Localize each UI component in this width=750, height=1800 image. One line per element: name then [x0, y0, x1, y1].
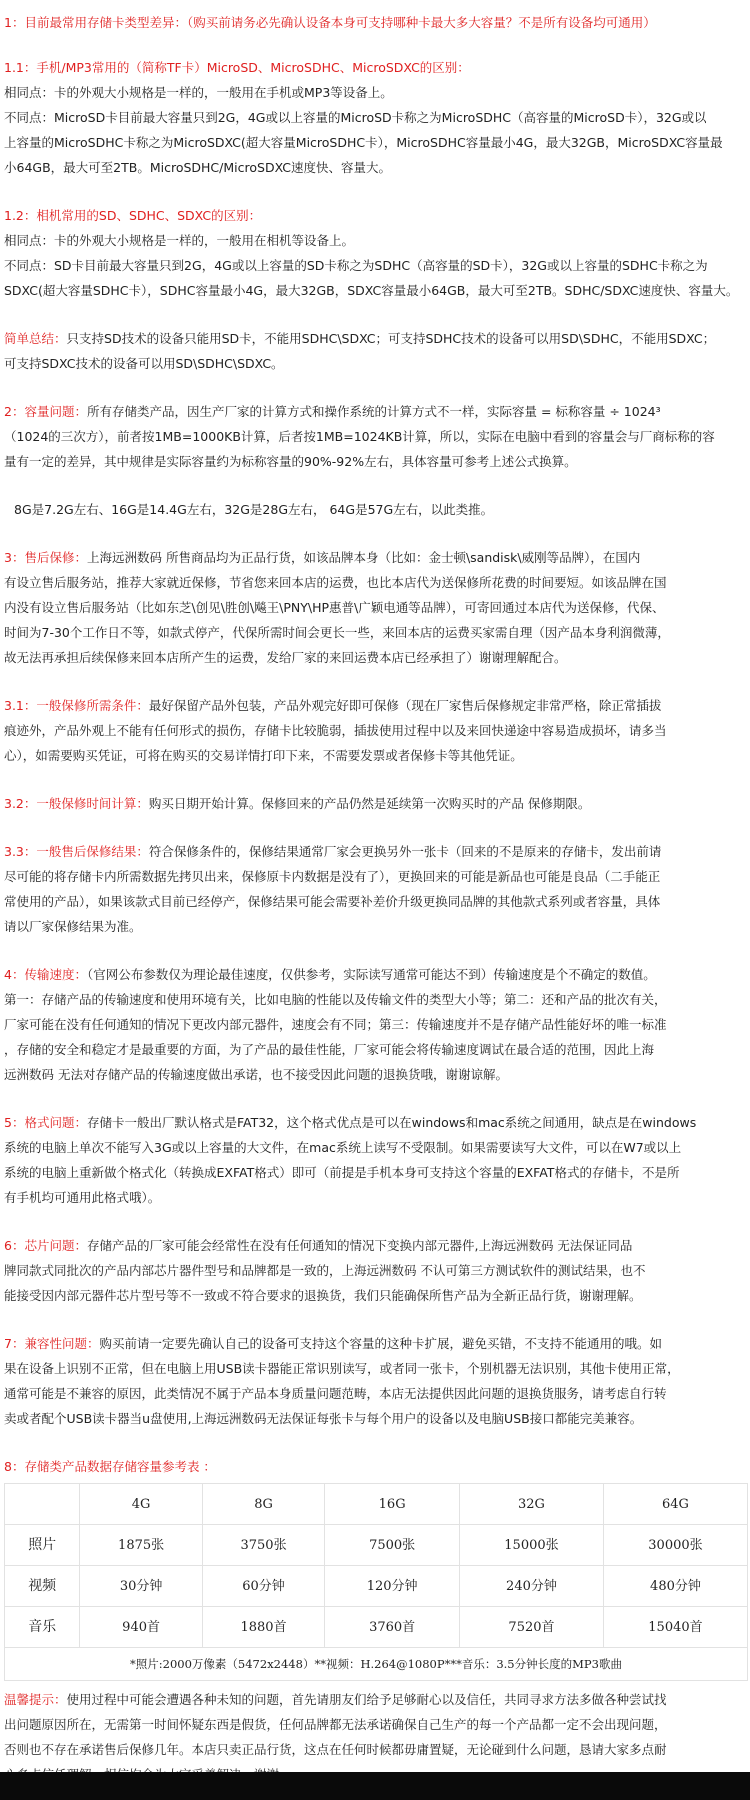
text-line: 时间为7-30个工作日不等，如款式停产，代保所需时间会更长一些，来回本店的运费买家需自理（因产品本身利润微薄，	[4, 625, 670, 640]
table-note: *照片:2000万像素（5472x2448）**视频：H.264@1080P***音乐：3.5分钟长度的MP3歌曲	[5, 1648, 748, 1681]
page-title: 1：目前最常用存储卡类型差异：（购买前请务必先确认设备本身可支持哪种卡最大多大容量？不是所有设备均可通用）	[4, 15, 656, 30]
table-cell: 120分钟	[325, 1566, 460, 1607]
text-line	[4, 839, 746, 864]
text-line	[4, 1331, 746, 1356]
table-cell: 480分钟	[603, 1566, 747, 1607]
table-cell: 1880首	[202, 1607, 324, 1648]
section-capacity	[4, 399, 746, 474]
text-span: 存储产品的厂家可能会经常性在没有任何通知的情况下变换内部元器件,上海远洲数码 无法保证同品	[86, 1238, 633, 1253]
text-line: 系统的电脑上重新做个格式化（转换成EXFAT格式）即可（前提是手机本身可支持这个容量的EXFAT格式的存储卡，不是所	[4, 1165, 680, 1180]
table-cell: 7520首	[460, 1607, 604, 1648]
table-row	[5, 1566, 748, 1607]
text-span: 最好保留产品外包装，产品外观完好即可保修（现在厂家售后保修规定非常严格，除正常插拔	[148, 698, 662, 713]
table-cell: 15040首	[603, 1607, 747, 1648]
bottom-bar	[0, 1772, 750, 1800]
text-line: 系统的电脑上单次不能写入3G或以上容量的大文件，在mac系统上读写不受限制。如果需要读写大文件，可以在W7或以上	[4, 1140, 682, 1155]
text-line	[4, 326, 746, 351]
section-format	[4, 1110, 746, 1210]
text-line: 可支持SDXC技术的设备可以用SD\SDHC\SDXC。	[4, 356, 284, 371]
text-line	[4, 962, 746, 987]
text-line: 小64GB，最大可至2TB。MicroSDHC/MicroSDXC速度快、容量大。	[4, 160, 391, 175]
text-line: 有设立售后服务站，推荐大家就近保修，节省您来回本店的运费，也比本店代为送保修所花费的时间要短。如该品牌在国	[4, 575, 667, 590]
section-after-sales	[4, 545, 746, 670]
capacity-table	[4, 1483, 748, 1681]
section-compatibility	[4, 1331, 746, 1431]
capacity-example	[4, 497, 746, 522]
section-label: 3.1：一般保修所需条件：	[4, 698, 149, 713]
table-cell: 30000张	[603, 1525, 747, 1566]
text-line	[4, 399, 746, 424]
section-warranty-result	[4, 839, 746, 939]
text-line: 请以厂家保修结果为准。	[4, 919, 142, 934]
section-label: 2：容量问题：	[4, 404, 87, 419]
table-cell: 940首	[80, 1607, 202, 1648]
text-line: 尽可能的将存储卡内所需数据先拷贝出来，保修原卡内数据是没有了），更换回来的可能是新品也可能是良品（二手能正	[4, 869, 661, 884]
text-line	[4, 545, 746, 570]
table-header-cell	[5, 1484, 80, 1525]
section-label: 简单总结：	[4, 331, 67, 346]
text-line: 不同点：MicroSD卡目前最大容量只到2G，4G或以上容量的MicroSD卡称之为MicroSDHC（高容量的MicroSD卡），32G或以	[4, 110, 707, 125]
section-label: 3.3：一般售后保修结果：	[4, 844, 149, 859]
table-row	[5, 1607, 748, 1648]
table-row	[5, 1525, 748, 1566]
text-line: 上容量的MicroSDHC卡称之为MicroSDXC(超大容量MicroSDHC卡），MicroSDHC容量最小4G，最大32GB，MicroSDXC容量最	[4, 135, 723, 150]
text-line: 痕迹外，产品外观上不能有任何形式的损伤，存储卡比较脆弱，插拔使用过程中以及来回快递途中容易造成损坏，请多当	[4, 723, 667, 738]
text-line: 常使用的产品），如果该款式目前已经停产，保修结果可能会需要补差价升级更换同品牌的其他款式系列或者容量，具体	[4, 894, 661, 909]
text-line: 内没有设立售后服务站（比如东芝\创见\胜创\飚王\PNY\HP惠普\广颖电通等品牌），可寄回通过本店代为送保修，代保、	[4, 600, 665, 615]
table-header-cell: 8G	[202, 1484, 324, 1525]
text-line: 出问题原因所在，无需第一时间怀疑东西是假货，任何品牌都无法承诺确保自己生产的每一个产品都一定不会出现问题，	[4, 1717, 667, 1732]
section-sd	[4, 203, 746, 303]
text-line	[4, 693, 746, 718]
table-cell: 60分钟	[202, 1566, 324, 1607]
table-header-cell: 64G	[603, 1484, 747, 1525]
text-span: 存储卡一般出厂默认格式是FAT32，这个格式优点是可以在windows和mac系统之间通用，缺点是在windows	[86, 1115, 697, 1130]
text-line: （1024的三次方），前者按1MB=1000KB计算，后者按1MB=1024KB计算，所以，实际在电脑中看到的容量会与厂商标称的容	[4, 429, 715, 444]
text-line: 第一：存储产品的传输速度和使用环境有关，比如电脑的性能以及传输文件的类型大小等；第二：还和产品的批次有关，	[4, 992, 667, 1007]
table-row-label: 照片	[5, 1525, 80, 1566]
text-line: SDXC(超大容量SDHC卡），SDHC容量最小4G，最大32GB，SDXC容量最小64GB，最大可至2TB。SDHC/SDXC速度快、容量大。	[4, 283, 739, 298]
section-capacity-table	[4, 1454, 746, 1681]
text-line: 牌同款式同批次的产品内部芯片器件型号和品牌都是一致的，上海远洲数码 不认可第三方测试软件的测试结果，也不	[4, 1263, 646, 1278]
text-span: 使用过程中可能会遭遇各种未知的问题，首先请朋友们给予足够耐心以及信任，共同寻求方法多做各种尝试找	[66, 1692, 667, 1707]
table-cell: 3760首	[325, 1607, 460, 1648]
text-line: 量有一定的差异，其中规律是实际容量约为标称容量的90%-92%左右，具体容量可参考上述公式换算。	[4, 454, 577, 469]
text-span: （官网公布参数仅为理论最佳速度，仅供参考，实际读写通常可能达不到）传输速度是个不确定的数值。	[86, 967, 656, 982]
table-cell: 15000张	[460, 1525, 604, 1566]
text-span: 符合保修条件的，保修结果通常厂家会更换另外一张卡（回来的不是原来的存储卡，发出前请	[148, 844, 662, 859]
section-label: 7：兼容性问题：	[4, 1336, 100, 1351]
section-label: 4：传输速度：	[4, 967, 87, 982]
table-header-cell: 4G	[80, 1484, 202, 1525]
section-summary	[4, 326, 746, 376]
text-line: 相同点：卡的外观大小规格是一样的，一般用在手机或MP3等设备上。	[4, 85, 393, 100]
table-header-row	[5, 1484, 748, 1525]
text-line: 厂家可能在没有任何通知的情况下更改内部元器件，速度会有不同；第三：传输速度并不是存储产品性能好坏的唯一标准	[4, 1017, 667, 1032]
text-line	[4, 791, 746, 816]
section-warranty-period	[4, 791, 746, 816]
table-row-label: 音乐	[5, 1607, 80, 1648]
text-line: 心），如需要购买凭证，可将在购买的交易详情打印下来，不需要发票或者保修卡等其他凭证。	[4, 748, 523, 763]
text-line: 远洲数码 无法对存储产品的传输速度做出承诺，也不接受因此问题的退换货哦，谢谢谅解。	[4, 1067, 508, 1082]
text-line	[4, 1233, 746, 1258]
section-label: 3.2：一般保修时间计算：	[4, 796, 149, 811]
section-microsd	[4, 55, 746, 180]
table-note-row	[5, 1648, 748, 1681]
text-span: 上海远洲数码 所售商品均为正品行货，如该品牌本身（比如：金士顿\sandisk\威刚等品牌），在国内	[86, 550, 641, 565]
text-line	[4, 1110, 746, 1135]
text-line: 故无法再承担后续保修来回本店所产生的运费，发给厂家的来回运费本店已经承担了）谢谢理解配合。	[4, 650, 567, 665]
text-line: ，存储的安全和稳定才是最重要的方面，为了产品的最佳性能，厂家可能会将传输速度调试在最合适的范围，因此上海	[4, 1042, 655, 1057]
text-span: 购买日期开始计算。保修回来的产品仍然是延续第一次购买时的产品 保修期限。	[148, 796, 591, 811]
text-line: 能接受因内部元器件芯片型号等不一致或不符合要求的退换货，我们只能确保所售产品为全新正品行货，谢谢理解。	[4, 1288, 642, 1303]
text-line: 8G是7.2G左右、16G是14.4G左右，32G是28G左右， 64G是57G左右，以此类推。	[14, 502, 494, 517]
text-line: 否则也不存在承诺售后保修几年。本店只卖正品行货，这点在任何时候都毋庸置疑，无论碰到什么问题，恳请大家多点耐	[4, 1742, 667, 1757]
table-row-label: 视频	[5, 1566, 80, 1607]
text-span: 购买前请一定要先确认自己的设备可支持这个容量的这种卡扩展，避免买错，不支持不能通用的哦。如	[99, 1336, 662, 1351]
table-header-cell: 32G	[460, 1484, 604, 1525]
section-chip	[4, 1233, 746, 1308]
section-label: 3：售后保修：	[4, 550, 87, 565]
section-warranty-conditions	[4, 693, 746, 768]
text-line	[4, 1687, 746, 1712]
table-cell: 7500张	[325, 1525, 460, 1566]
article	[4, 10, 746, 1787]
section-label: 温馨提示：	[4, 1692, 67, 1707]
text-line: 果在设备上识别不正常，但在电脑上用USB读卡器能正常识别读写，或者同一张卡，个别机器无法识别，其他卡使用正常，	[4, 1361, 680, 1376]
table-cell: 3750张	[202, 1525, 324, 1566]
text-span: 只支持SD技术的设备只能用SD卡，不能用SDHC\SDXC；可支持SDHC技术的设备可以用SD\SDHC，不能用SDXC；	[66, 331, 716, 346]
table-cell: 30分钟	[80, 1566, 202, 1607]
section-label: 6：芯片问题：	[4, 1238, 87, 1253]
text-line: 通常可能是不兼容的原因，此类情况不属于产品本身质量问题范畴，本店无法提供因此问题的退换货服务，请考虑自行转	[4, 1386, 667, 1401]
section-heading: 1.2：相机常用的SD、SDHC、SDXC的区别：	[4, 208, 262, 223]
table-header-cell: 16G	[325, 1484, 460, 1525]
section-heading: 1.1：手机/MP3常用的（简称TF卡）MicroSD、MicroSDHC、MicroSDXC的区别：	[4, 60, 470, 75]
section-label: 5：格式问题：	[4, 1115, 87, 1130]
table-cell: 1875张	[80, 1525, 202, 1566]
table-cell: 240分钟	[460, 1566, 604, 1607]
text-line: 不同点：SD卡目前最大容量只到2G，4G或以上容量的SD卡称之为SDHC（高容量的SD卡），32G或以上容量的SDHC卡称之为	[4, 258, 708, 273]
section-transfer-speed	[4, 962, 746, 1087]
text-line: 卖或者配个USB读卡器当u盘使用,上海远洲数码无法保证每张卡与每个用户的设备以及电脑USB接口都能完美兼容。	[4, 1411, 643, 1426]
text-line: 有手机均可通用此格式哦）。	[4, 1190, 161, 1205]
section-heading: 8：存储类产品数据存储容量参考表 ：	[4, 1459, 216, 1474]
text-span: 所有存储类产品，因生产厂家的计算方式和操作系统的计算方式不一样，实际容量 = 标称容量 ÷ 1024³	[86, 404, 661, 419]
text-line: 相同点：卡的外观大小规格是一样的，一般用在相机等设备上。	[4, 233, 355, 248]
